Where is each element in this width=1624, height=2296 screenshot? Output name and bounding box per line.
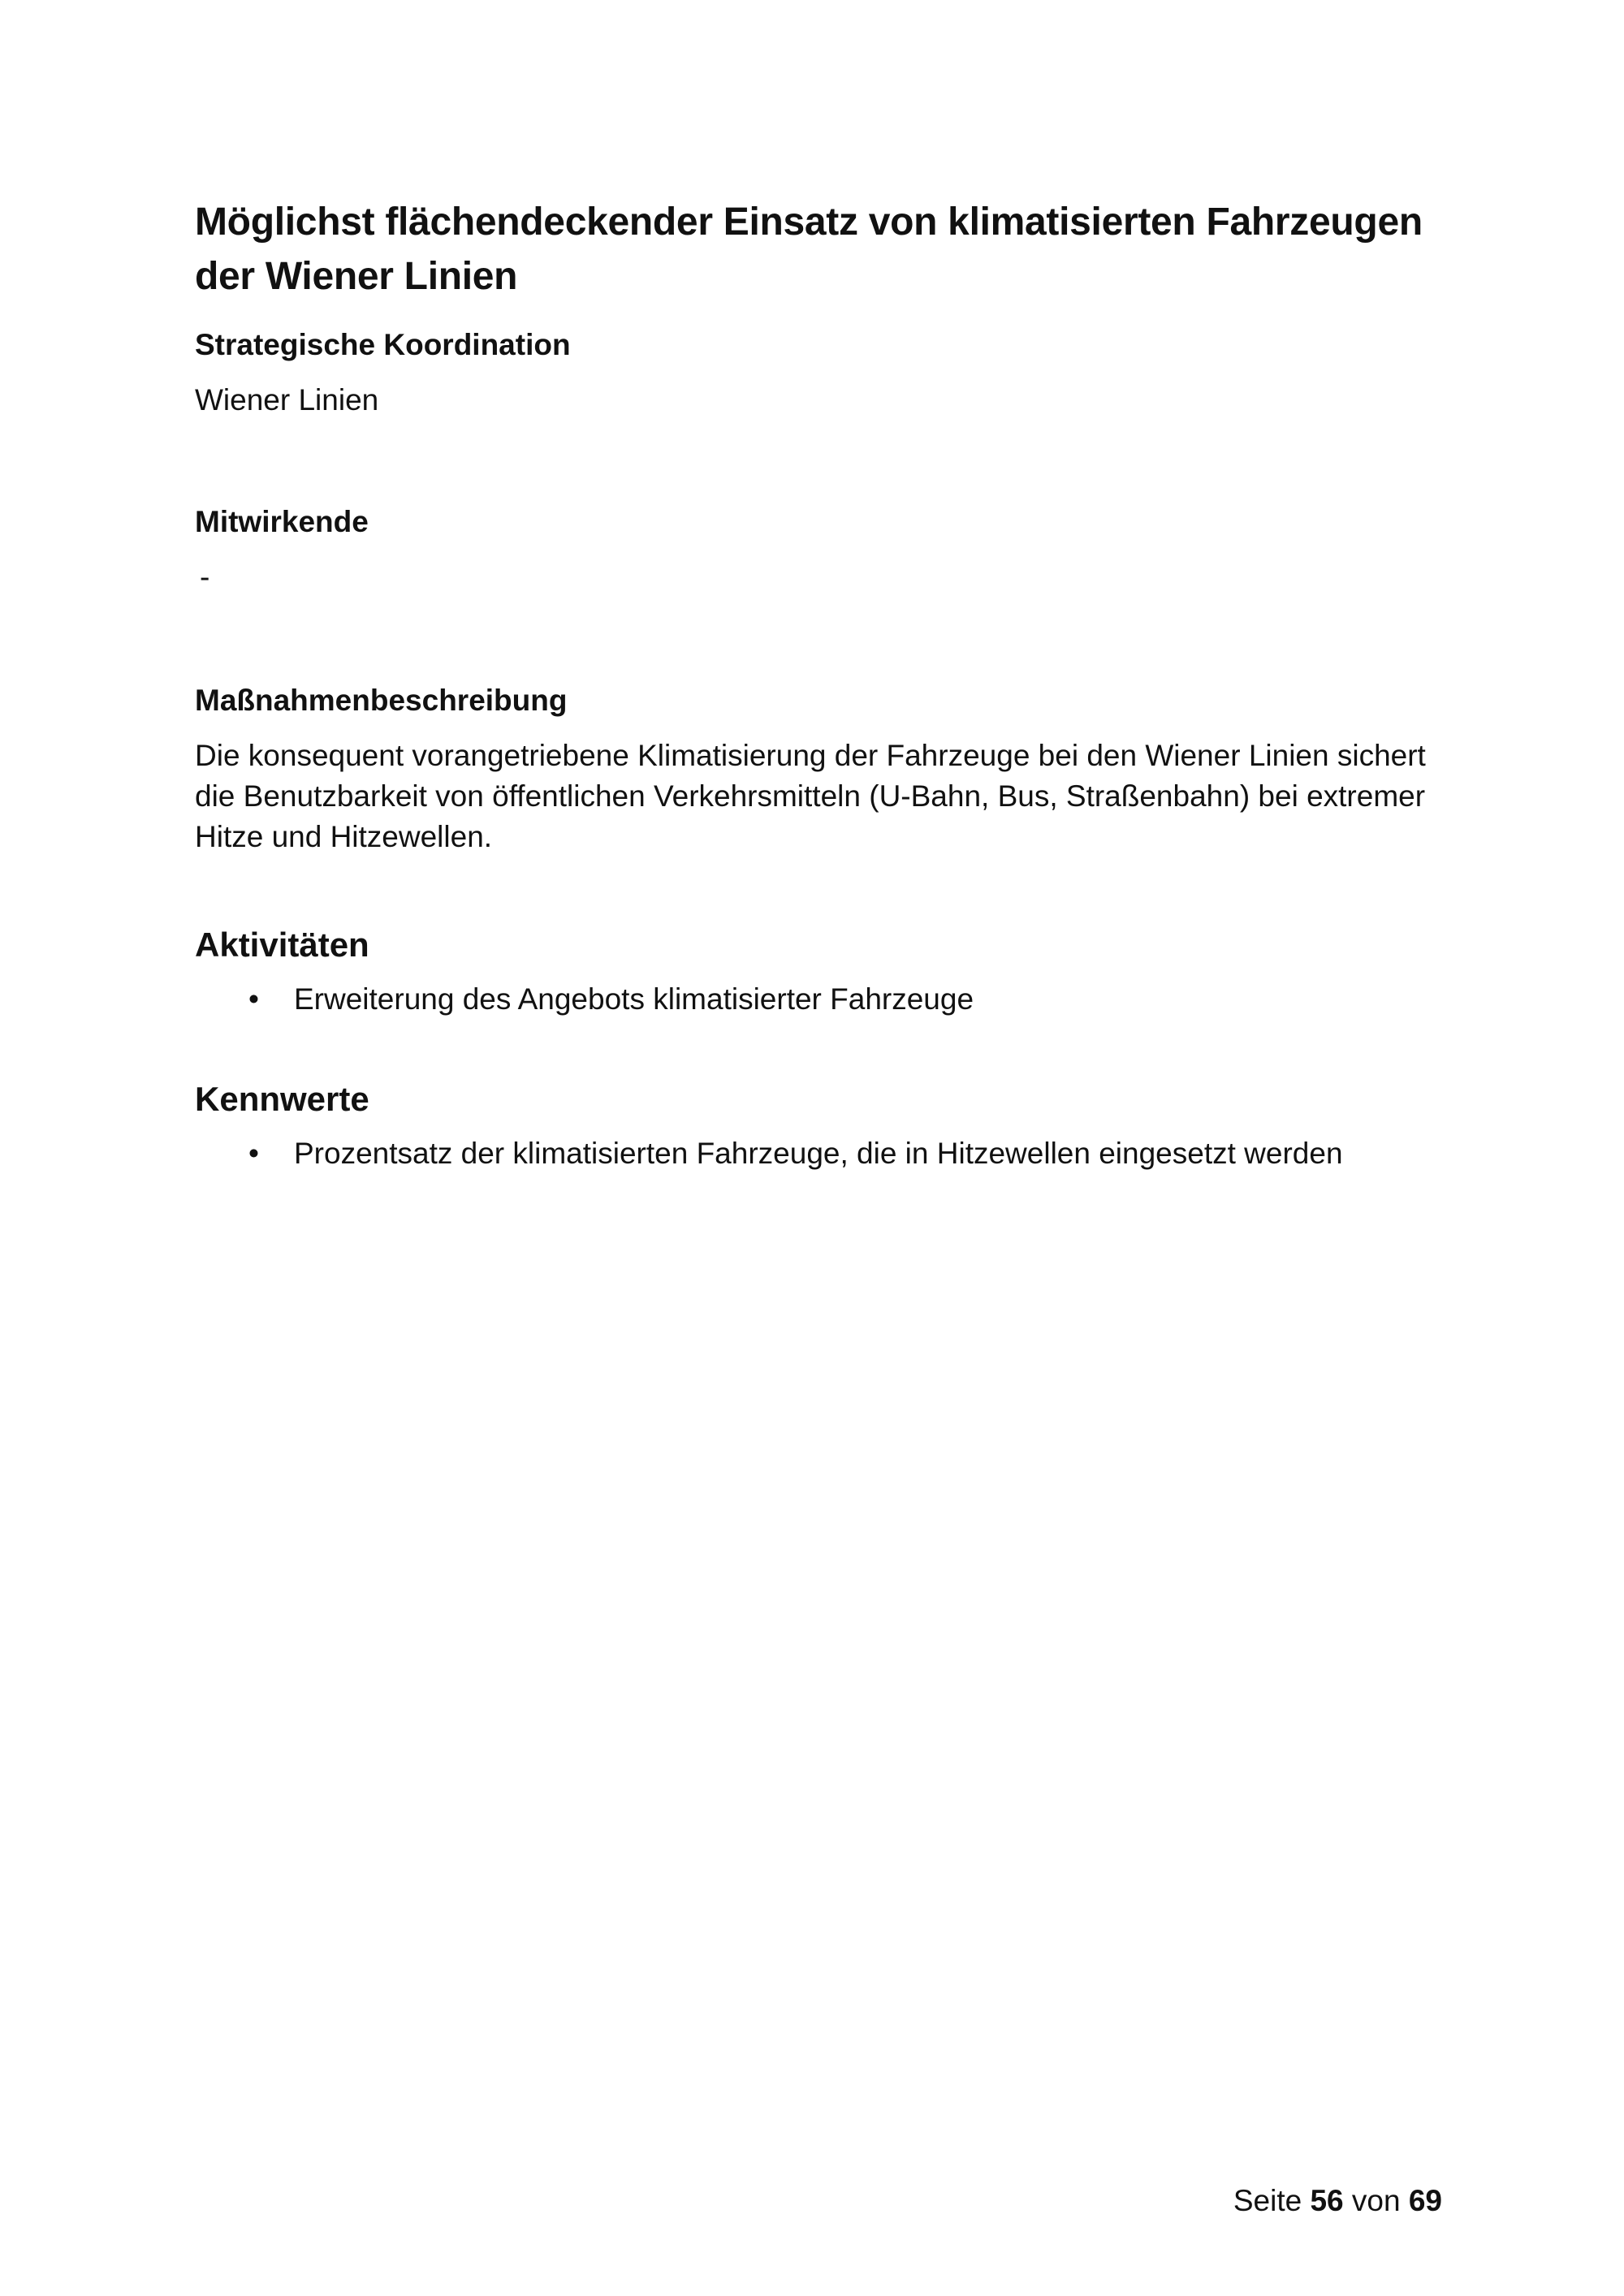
activities-list — [195, 979, 1445, 1020]
page-content — [195, 195, 1445, 1231]
contributors-label: Mitwirkende — [195, 505, 369, 538]
page-number-footer — [1233, 2181, 1442, 2221]
total-pages-number: 69 — [1408, 2184, 1442, 2217]
current-page-number: 56 — [1310, 2184, 1344, 2217]
indicators-list — [195, 1133, 1445, 1174]
indicator-text: Prozentsatz der klimatisierten Fahrzeuge, die in Hitzewellen eingesetzt werden — [294, 1137, 1343, 1170]
activities-heading: Aktivitäten — [195, 926, 369, 964]
activity-text: Erweiterung des Angebots klimatisierter Fahrzeuge — [294, 982, 974, 1016]
list-item — [195, 1133, 1445, 1174]
measure-description-text: Die konsequent vorangetriebene Klimatisierung der Fahrzeuge bei den Wiener Linien sichert die Benutzbarkeit von öffentlichen Verkehrsmitteln (U-Bahn, Bus, Straßenbahn) bei extremer Hitze und Hitzewellen. — [195, 739, 1426, 853]
contributors-value: - — [200, 560, 210, 593]
strategic-coordination-label: Strategische Koordination — [195, 328, 571, 361]
bullet-icon: • — [248, 1137, 259, 1170]
indicators-heading: Kennwerte — [195, 1080, 369, 1118]
page-title: Möglichst flächendeckender Einsatz von klimatisierten Fahrzeugen der Wiener Linien — [195, 201, 1423, 298]
page-prefix: Seite — [1233, 2184, 1302, 2217]
list-item — [195, 979, 1445, 1020]
bullet-icon: • — [248, 982, 259, 1016]
measure-description-label: Maßnahmenbeschreibung — [195, 684, 568, 717]
page-separator: von — [1351, 2184, 1401, 2217]
strategic-coordination-value: Wiener Linien — [195, 383, 379, 416]
